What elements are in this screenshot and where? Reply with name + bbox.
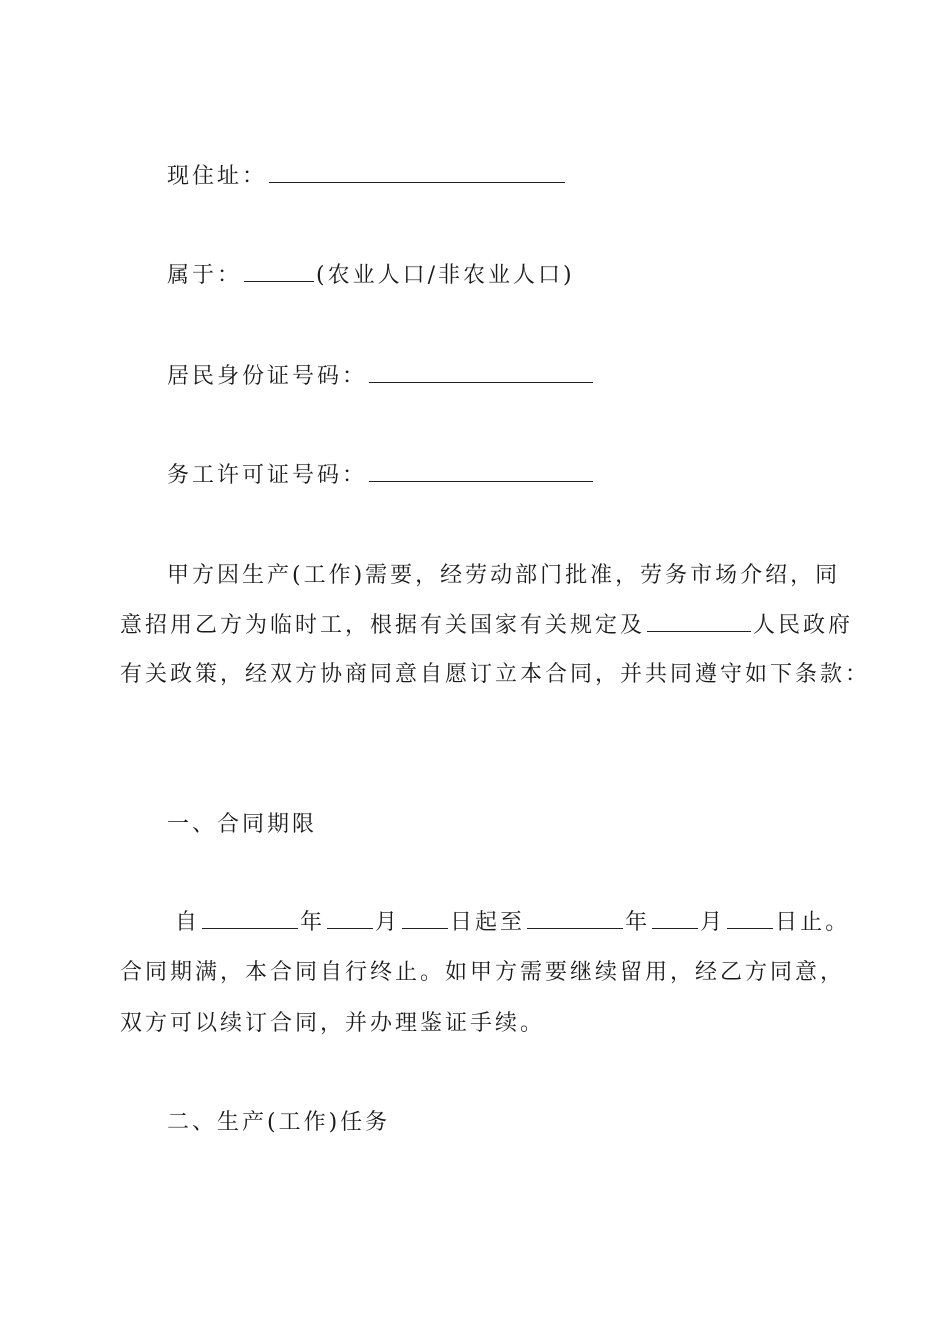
intro-text-2b: 人民政府: [753, 613, 854, 638]
address-label: 现住址：: [167, 164, 268, 189]
start-day-blank[interactable]: [402, 910, 448, 929]
section1-heading: 一、合同期限: [167, 812, 318, 837]
section1-line-2: [0, 958, 950, 988]
section1-text-2: 合同期满，本合同自行终止。如甲方需要继续留用，经乙方同意，: [120, 960, 846, 985]
id-number-blank[interactable]: [369, 364, 593, 383]
belongs-options: (农业人口/非农业人口): [316, 263, 575, 288]
from-label: 自: [175, 910, 201, 935]
start-year-blank[interactable]: [202, 910, 298, 929]
permit-number-label: 务工许可证号码：: [167, 463, 368, 488]
start-day-label: 日起至: [450, 910, 526, 935]
start-month-blank[interactable]: [327, 910, 373, 929]
address-line: [0, 162, 950, 192]
end-day-blank[interactable]: [727, 910, 773, 929]
section1-line-3: [0, 1009, 950, 1039]
permit-number-line: [0, 461, 950, 491]
intro-text-2a: 意招用乙方为临时工，根据有关国家有关规定及: [120, 613, 646, 638]
end-day-label: 日止。: [775, 910, 851, 935]
intro-text-3: 有关政策，经双方协商同意自愿订立本合同，并共同遵守如下条款：: [120, 662, 871, 687]
end-year-blank[interactable]: [527, 910, 623, 929]
intro-line-3: [0, 660, 950, 690]
belongs-line: [0, 261, 950, 291]
id-number-line: [0, 362, 950, 392]
start-year-label: 年: [300, 910, 326, 935]
start-month-label: 月: [375, 910, 401, 935]
end-month-blank[interactable]: [652, 910, 698, 929]
belongs-blank[interactable]: [244, 263, 314, 282]
section1-text-3: 双方可以续订合同，并办理鉴证手续。: [120, 1011, 546, 1036]
contract-period-line: [0, 908, 950, 938]
intro-line-1: [0, 561, 950, 591]
belongs-label: 属于：: [167, 263, 243, 288]
end-year-label: 年: [625, 910, 651, 935]
section1-heading-line: [0, 810, 950, 840]
address-blank[interactable]: [269, 164, 565, 183]
end-month-label: 月: [700, 910, 726, 935]
intro-text-1: 甲方因生产(工作)需要，经劳动部门批准，劳务市场介绍，同: [167, 563, 841, 588]
id-number-label: 居民身份证号码：: [167, 364, 368, 389]
government-blank[interactable]: [647, 613, 751, 632]
section2-heading: 二、生产(工作)任务: [167, 1110, 391, 1135]
section2-heading-line: [0, 1108, 950, 1138]
permit-number-blank[interactable]: [369, 463, 593, 482]
intro-line-2: [0, 611, 950, 641]
